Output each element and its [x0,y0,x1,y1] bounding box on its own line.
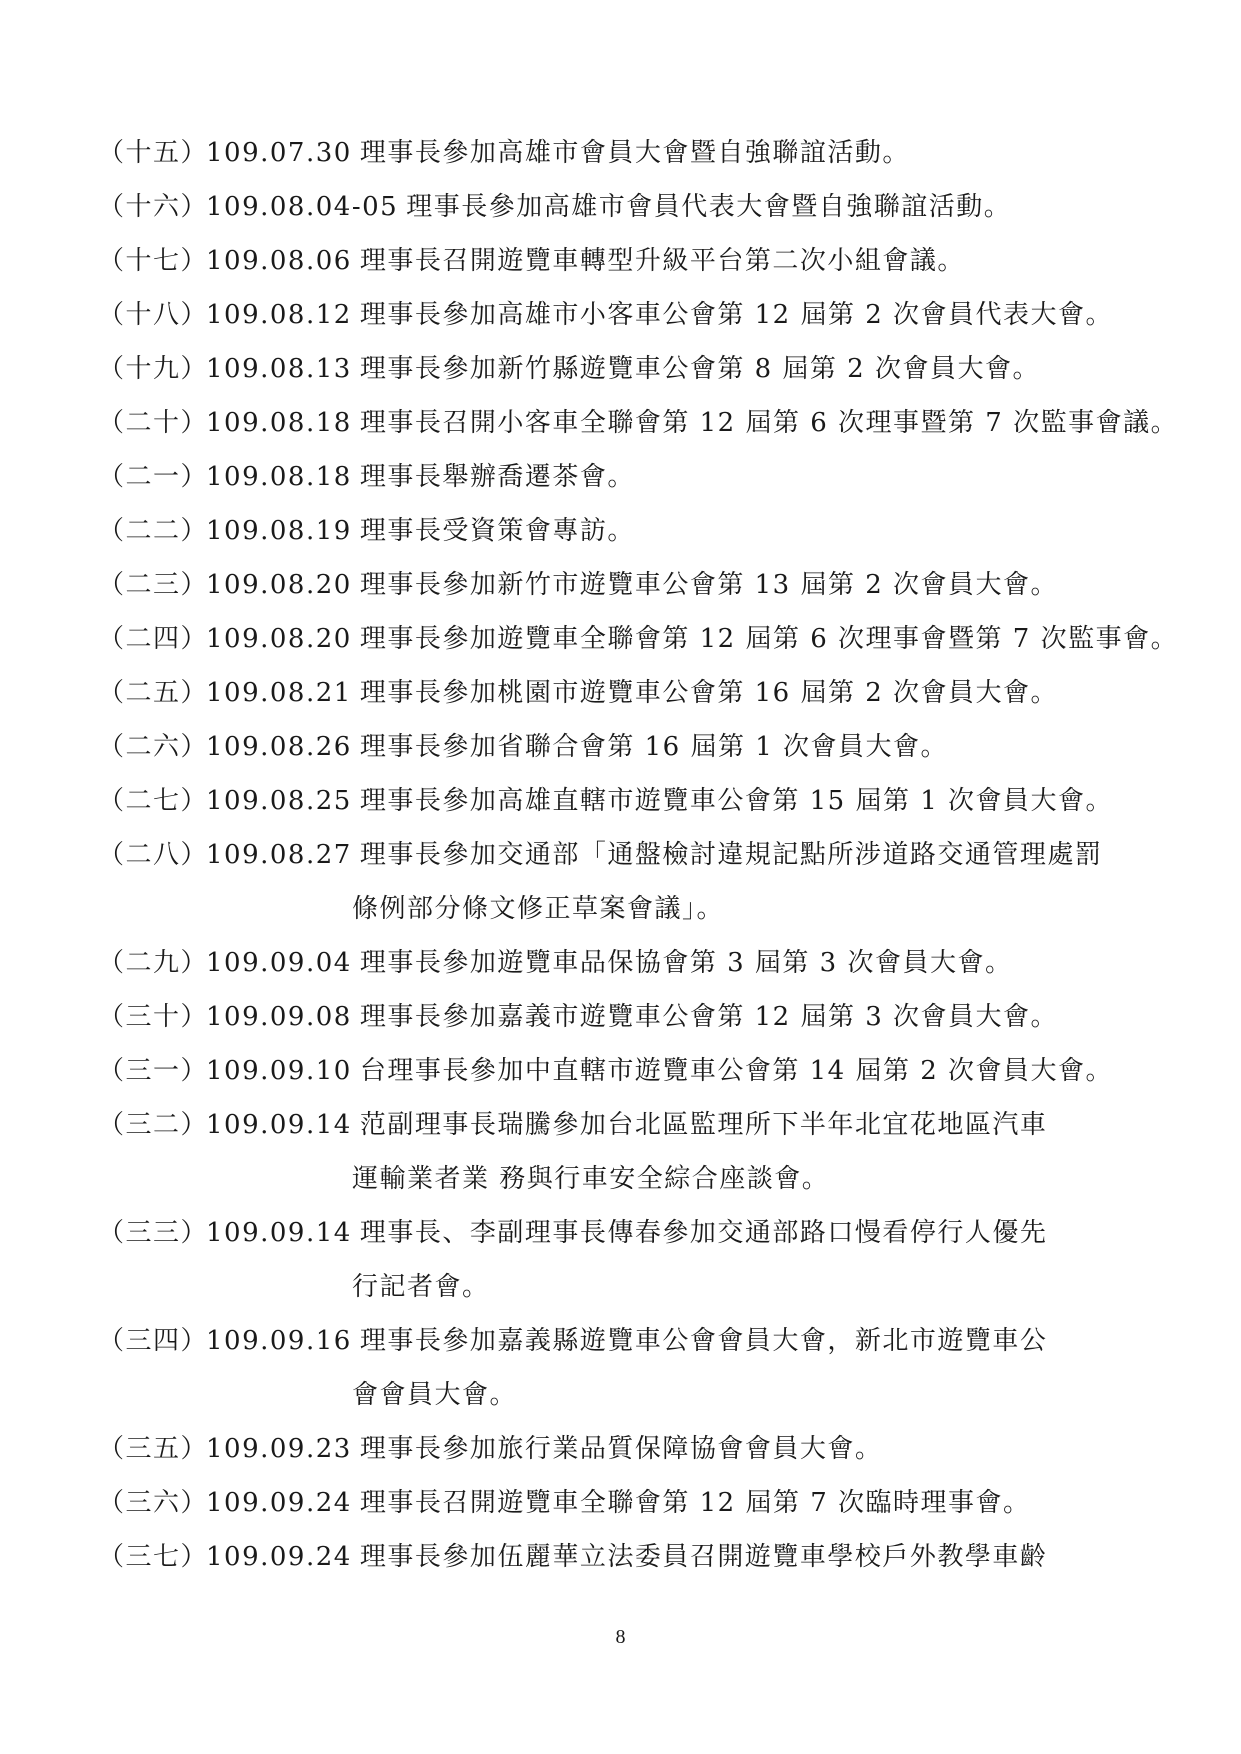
item-text: 理事長參加交通部「通盤檢討違規記點所涉道路交通管理處罰 [359,840,1103,870]
item-date: 109.08.12 [206,300,352,330]
list-item [98,396,1188,450]
page-number: 8 [615,1626,626,1648]
item-date: 109.09.08 [206,1002,352,1032]
item-number: （三六） [98,1488,209,1518]
item-number: （十九） [98,354,209,384]
item-text: 理事長召開遊覽車全聯會第 12 屆第 7 次臨時理事會。 [359,1488,1031,1518]
item-date: 109.08.20 [206,570,352,600]
item-date: 109.09.23 [206,1434,352,1464]
item-date: 109.08.06 [206,246,352,276]
list-item [98,1314,1188,1368]
list-item [98,666,1188,720]
item-number: （三五） [98,1434,209,1464]
item-text: 理事長參加桃園市遊覽車公會第 16 屆第 2 次會員大會。 [359,678,1059,708]
item-number: （十七） [98,246,209,276]
list-item [98,1530,1188,1584]
item-text: 理事長舉辦喬遷茶會。 [359,462,635,492]
item-text: 范副理事長瑞騰參加台北區監理所下半年北宜花地區汽車 [359,1110,1048,1140]
item-text: 理事長參加伍麗華立法委員召開遊覽車學校戶外教學車齡 [359,1542,1048,1572]
item-text: 理事長受資策會專訪。 [359,516,635,546]
item-number: （二三） [98,570,209,600]
item-text: 理事長召開小客車全聯會第 12 屆第 6 次理事暨第 7 次監事會議。 [359,408,1179,438]
list-item [98,1044,1188,1098]
item-number: （二五） [98,678,209,708]
item-number: （三三） [98,1218,209,1248]
item-date: 109.08.21 [206,678,352,708]
item-text: 理事長召開遊覽車轉型升級平台第二次小組會議。 [359,246,965,276]
item-number: （二八） [98,840,209,870]
item-continuation: 運輸業者業 務與行車安全綜合座談會。 [352,1164,830,1194]
list-item [98,504,1188,558]
item-text: 理事長、李副理事長傳春參加交通部路口慢看停行人優先 [359,1218,1048,1248]
item-text: 理事長參加新竹縣遊覽車公會第 8 屆第 2 次會員大會。 [359,354,1040,384]
item-date: 109.08.18 [206,408,352,438]
item-number: （三二） [98,1110,209,1140]
item-date: 109.08.25 [206,786,352,816]
item-date: 109.09.14 [206,1218,352,1248]
item-date: 109.08.27 [206,840,352,870]
activity-list [98,126,1188,1584]
item-text: 理事長參加旅行業品質保障協會會員大會。 [359,1434,883,1464]
list-item [98,936,1188,990]
list-item [98,234,1188,288]
item-number: （三七） [98,1542,209,1572]
list-item [98,720,1188,774]
item-continuation: 會會員大會。 [352,1380,518,1410]
item-number: （三一） [98,1056,209,1086]
item-date: 109.08.13 [206,354,352,384]
list-item [98,990,1188,1044]
item-date: 109.08.18 [206,462,352,492]
item-date: 109.08.20 [206,624,352,654]
item-number: （二七） [98,786,209,816]
list-item [98,558,1188,612]
list-item [98,612,1188,666]
item-number: （二一） [98,462,209,492]
list-item [98,1476,1188,1530]
item-number: （三十） [98,1002,209,1032]
item-number: （二四） [98,624,209,654]
list-item [98,1206,1188,1260]
item-date: 109.08.04-05 [206,192,399,222]
list-item [98,126,1188,180]
list-item [98,1422,1188,1476]
item-text: 理事長參加新竹市遊覽車公會第 13 屆第 2 次會員大會。 [359,570,1059,600]
item-number: （十八） [98,300,209,330]
item-number: （十五） [98,138,209,168]
item-text: 理事長參加高雄市會員代表大會暨自強聯誼活動。 [406,192,1012,222]
item-number: （二二） [98,516,209,546]
list-item [98,288,1188,342]
item-text: 理事長參加遊覽車全聯會第 12 屆第 6 次理事會暨第 7 次監事會。 [359,624,1179,654]
item-continuation: 條例部分條文修正草案會議」。 [352,894,725,924]
item-date: 109.08.26 [206,732,352,762]
item-text: 台理事長參加中直轄市遊覽車公會第 14 屆第 2 次會員大會。 [359,1056,1114,1086]
list-item [98,342,1188,396]
item-text: 理事長參加高雄市會員大會暨自強聯誼活動。 [359,138,910,168]
item-date: 109.09.16 [206,1326,352,1356]
list-item [98,450,1188,504]
item-number: （二六） [98,732,209,762]
item-date: 109.07.30 [206,138,352,168]
item-number: （三四） [98,1326,209,1356]
item-number: （十六） [98,192,209,222]
item-date: 109.09.04 [206,948,352,978]
list-item [98,774,1188,828]
item-number: （二九） [98,948,209,978]
item-number: （二十） [98,408,209,438]
item-text: 理事長參加高雄市小客車公會第 12 屆第 2 次會員代表大會。 [359,300,1114,330]
item-date: 109.09.14 [206,1110,352,1140]
item-date: 109.09.24 [206,1488,352,1518]
item-continuation: 行記者會。 [352,1272,490,1302]
item-text: 理事長參加嘉義縣遊覽車公會會員大會，新北市遊覽車公 [359,1326,1048,1356]
list-item [98,1098,1188,1152]
list-item [98,828,1188,882]
item-text: 理事長參加遊覽車品保協會第 3 屆第 3 次會員大會。 [359,948,1013,978]
item-date: 109.08.19 [206,516,352,546]
item-text: 理事長參加高雄直轄市遊覽車公會第 15 屆第 1 次會員大會。 [359,786,1114,816]
item-date: 109.09.24 [206,1542,352,1572]
list-item [98,180,1188,234]
item-text: 理事長參加省聯合會第 16 屆第 1 次會員大會。 [359,732,949,762]
item-date: 109.09.10 [206,1056,352,1086]
item-text: 理事長參加嘉義市遊覽車公會第 12 屆第 3 次會員大會。 [359,1002,1059,1032]
